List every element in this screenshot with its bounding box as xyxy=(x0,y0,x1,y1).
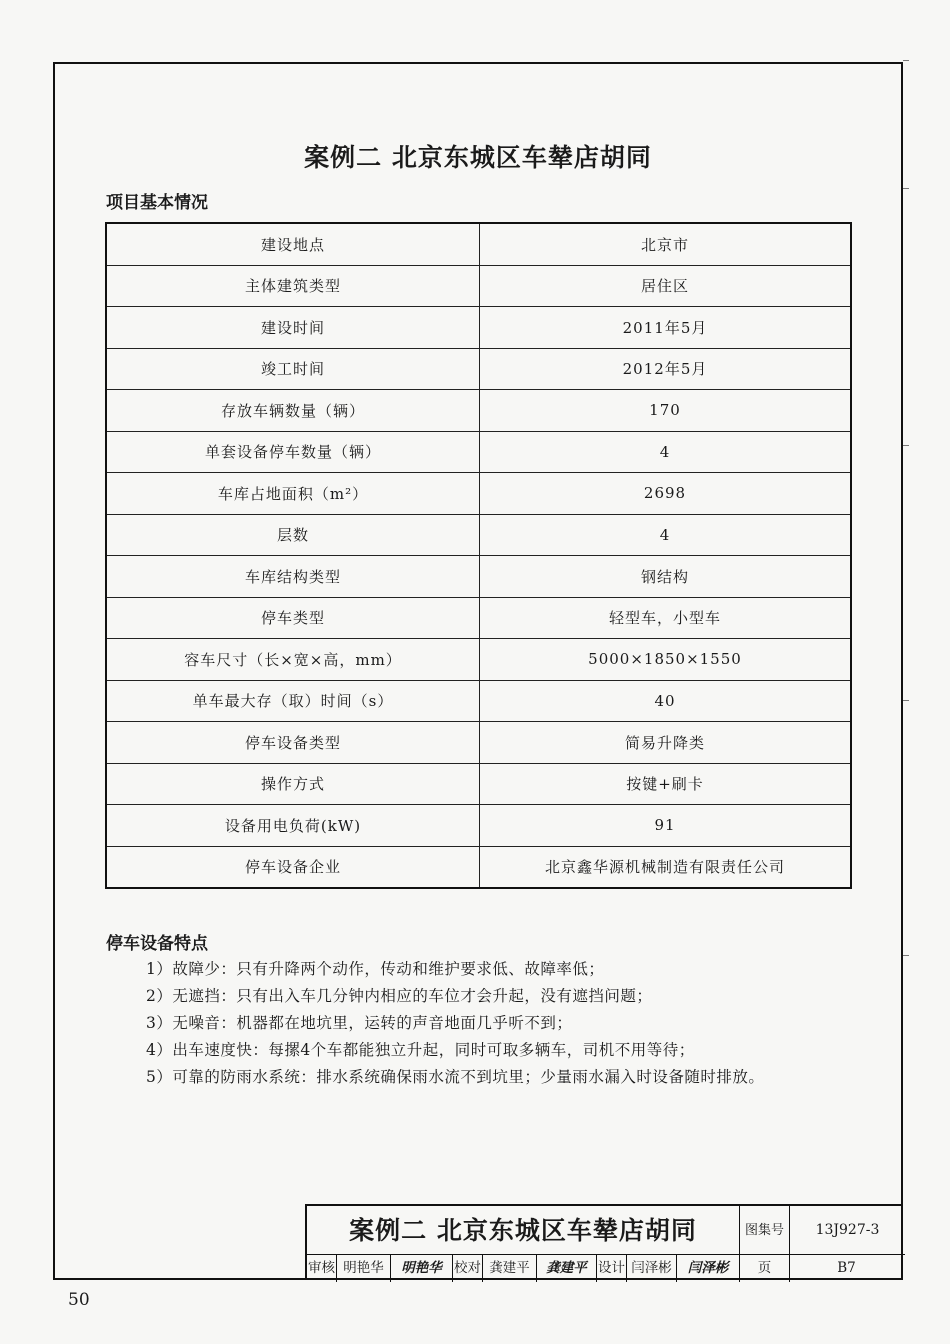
info-key: 单套设备停车数量（辆） xyxy=(106,431,480,473)
info-value: 钢结构 xyxy=(480,556,852,598)
info-row xyxy=(106,348,851,390)
reviewer-name: 明艳华 xyxy=(337,1255,391,1282)
info-key: 单车最大存（取）时间（s） xyxy=(106,680,480,722)
atlas-label: 图集号 xyxy=(740,1206,790,1255)
info-key: 容车尺寸（长×宽×高，mm） xyxy=(106,639,480,681)
info-value: 91 xyxy=(480,805,852,847)
features-list xyxy=(106,956,856,1091)
info-value: 按键+刷卡 xyxy=(480,763,852,805)
info-row xyxy=(106,473,851,515)
margin-tick xyxy=(903,445,909,446)
info-row xyxy=(106,680,851,722)
feature-item: 4）出车速度快：每摞4个车都能独立升起，同时可取多辆车，司机不用等待； xyxy=(146,1041,695,1059)
info-row xyxy=(106,265,851,307)
info-value: 40 xyxy=(480,680,852,722)
info-key: 停车设备类型 xyxy=(106,722,480,764)
design-label: 设计 xyxy=(597,1255,627,1282)
margin-tick xyxy=(903,700,909,701)
features-heading: 停车设备特点 xyxy=(106,934,208,954)
margin-tick xyxy=(903,60,909,61)
designer-signature: 闫泽彬 xyxy=(677,1255,740,1282)
info-key: 层数 xyxy=(106,514,480,556)
page-label: 页 xyxy=(740,1255,790,1282)
info-row xyxy=(106,514,851,556)
info-key: 建设地点 xyxy=(106,223,480,265)
info-value: 北京市 xyxy=(480,223,852,265)
info-key: 竣工时间 xyxy=(106,348,480,390)
info-row xyxy=(106,556,851,598)
feature-item: 1）故障少：只有升降两个动作，传动和维护要求低、故障率低； xyxy=(146,960,605,978)
basic-info-table xyxy=(105,222,852,889)
info-key: 存放车辆数量（辆） xyxy=(106,390,480,432)
review-label: 审核 xyxy=(307,1255,337,1282)
info-key: 操作方式 xyxy=(106,763,480,805)
info-row xyxy=(106,846,851,888)
info-key: 车库占地面积（m²） xyxy=(106,473,480,515)
info-row xyxy=(106,223,851,265)
info-value: 北京鑫华源机械制造有限责任公司 xyxy=(480,846,852,888)
margin-tick xyxy=(903,188,909,189)
info-key: 停车类型 xyxy=(106,597,480,639)
reviewer-signature: 明艳华 xyxy=(391,1255,453,1282)
info-value: 简易升降类 xyxy=(480,722,852,764)
info-value: 2011年5月 xyxy=(480,307,852,349)
info-value: 2012年5月 xyxy=(480,348,852,390)
info-value: 170 xyxy=(480,390,852,432)
info-key: 车库结构类型 xyxy=(106,556,480,598)
info-row xyxy=(106,431,851,473)
title-block xyxy=(305,1204,903,1280)
info-key: 设备用电负荷(kW) xyxy=(106,805,480,847)
info-row xyxy=(106,390,851,432)
info-row xyxy=(106,597,851,639)
info-value: 居住区 xyxy=(480,265,852,307)
checker-signature: 龚建平 xyxy=(537,1255,597,1282)
title-block-title: 案例二 北京东城区车辇店胡同 xyxy=(307,1206,740,1255)
info-value: 5000×1850×1550 xyxy=(480,639,852,681)
info-row xyxy=(106,763,851,805)
page-number: 50 xyxy=(68,1290,90,1310)
feature-item: 2）无遮挡：只有出入车几分钟内相应的车位才会升起，没有遮挡问题； xyxy=(146,987,653,1005)
info-key: 主体建筑类型 xyxy=(106,265,480,307)
margin-tick xyxy=(903,955,909,956)
basic-info-heading: 项目基本情况 xyxy=(106,193,208,213)
info-row xyxy=(106,639,851,681)
info-value: 4 xyxy=(480,514,852,556)
info-row xyxy=(106,805,851,847)
info-row xyxy=(106,307,851,349)
atlas-number: 13J927-3 xyxy=(790,1206,905,1255)
info-row xyxy=(106,722,851,764)
feature-item: 3）无噪音：机器都在地坑里，运转的声音地面几乎听不到； xyxy=(146,1014,573,1032)
info-key: 停车设备企业 xyxy=(106,846,480,888)
info-key: 建设时间 xyxy=(106,307,480,349)
page-code: B7 xyxy=(837,1260,856,1276)
check-label: 校对 xyxy=(453,1255,483,1282)
info-value: 4 xyxy=(480,431,852,473)
designer-name: 闫泽彬 xyxy=(627,1255,677,1282)
info-value: 2698 xyxy=(480,473,852,515)
checker-name: 龚建平 xyxy=(483,1255,537,1282)
feature-item: 5）可靠的防雨水系统：排水系统确保雨水流不到坑里；少量雨水漏入时设备随时排放。 xyxy=(146,1068,765,1086)
page-title: 案例二 北京东城区车辇店胡同 xyxy=(304,143,652,172)
info-value: 轻型车，小型车 xyxy=(480,597,852,639)
